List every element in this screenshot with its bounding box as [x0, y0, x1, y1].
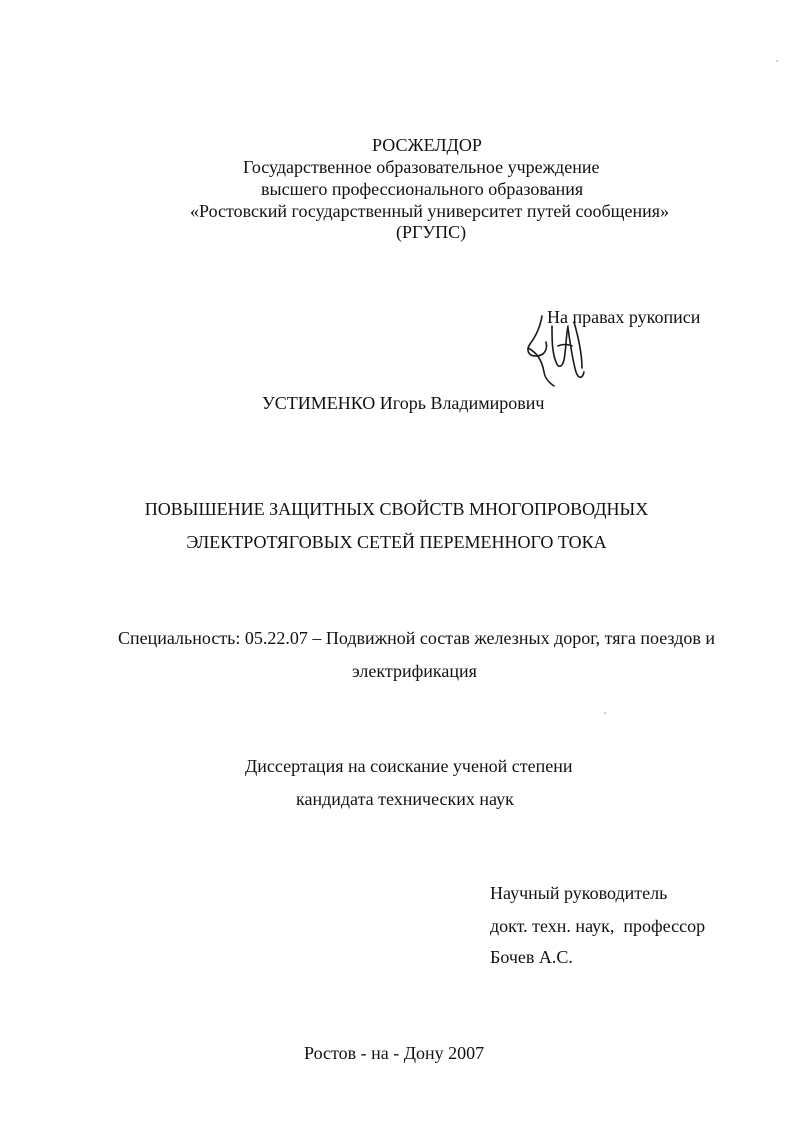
institution-level: высшего профессионального образования: [261, 179, 584, 199]
supervisor-label: Научный руководитель: [490, 883, 668, 903]
institution-name: «Ростовский государственный университет путей сообщения»: [190, 201, 670, 221]
degree-line1: Диссертация на соискание ученой степени: [245, 756, 573, 776]
dissertation-title-line2: ЭЛЕКТРОТЯГОВЫХ СЕТЕЙ ПЕРЕМЕННОГО ТОКА: [186, 532, 607, 552]
supervisor-rank: докт. техн. наук, профессор: [490, 916, 706, 936]
scan-speck: [604, 712, 606, 714]
manuscript-note: На правах рукописи: [547, 307, 701, 327]
organization-name: РОСЖЕЛДОР: [372, 135, 482, 155]
signature-icon: [522, 306, 602, 388]
specialty-line1: Специальность: 05.22.07 – Подвижной состав железных дорог, тяга поездов и: [118, 628, 715, 648]
city-year: Ростов - на - Дону 2007: [304, 1043, 485, 1063]
institution-type: Государственное образовательное учреждение: [243, 157, 600, 177]
dissertation-title-line1: ПОВЫШЕНИЕ ЗАЩИТНЫХ СВОЙСТВ МНОГОПРОВОДНЫХ: [144, 499, 649, 519]
supervisor-name: Бочев А.С.: [490, 947, 573, 967]
degree-line2: кандидата технических наук: [296, 789, 514, 809]
specialty-line2: электрификация: [352, 661, 477, 681]
institution-abbreviation: (РГУПС): [396, 222, 467, 242]
scan-speck: [776, 60, 778, 62]
author-name: УСТИМЕНКО Игорь Владимирович: [262, 393, 545, 413]
